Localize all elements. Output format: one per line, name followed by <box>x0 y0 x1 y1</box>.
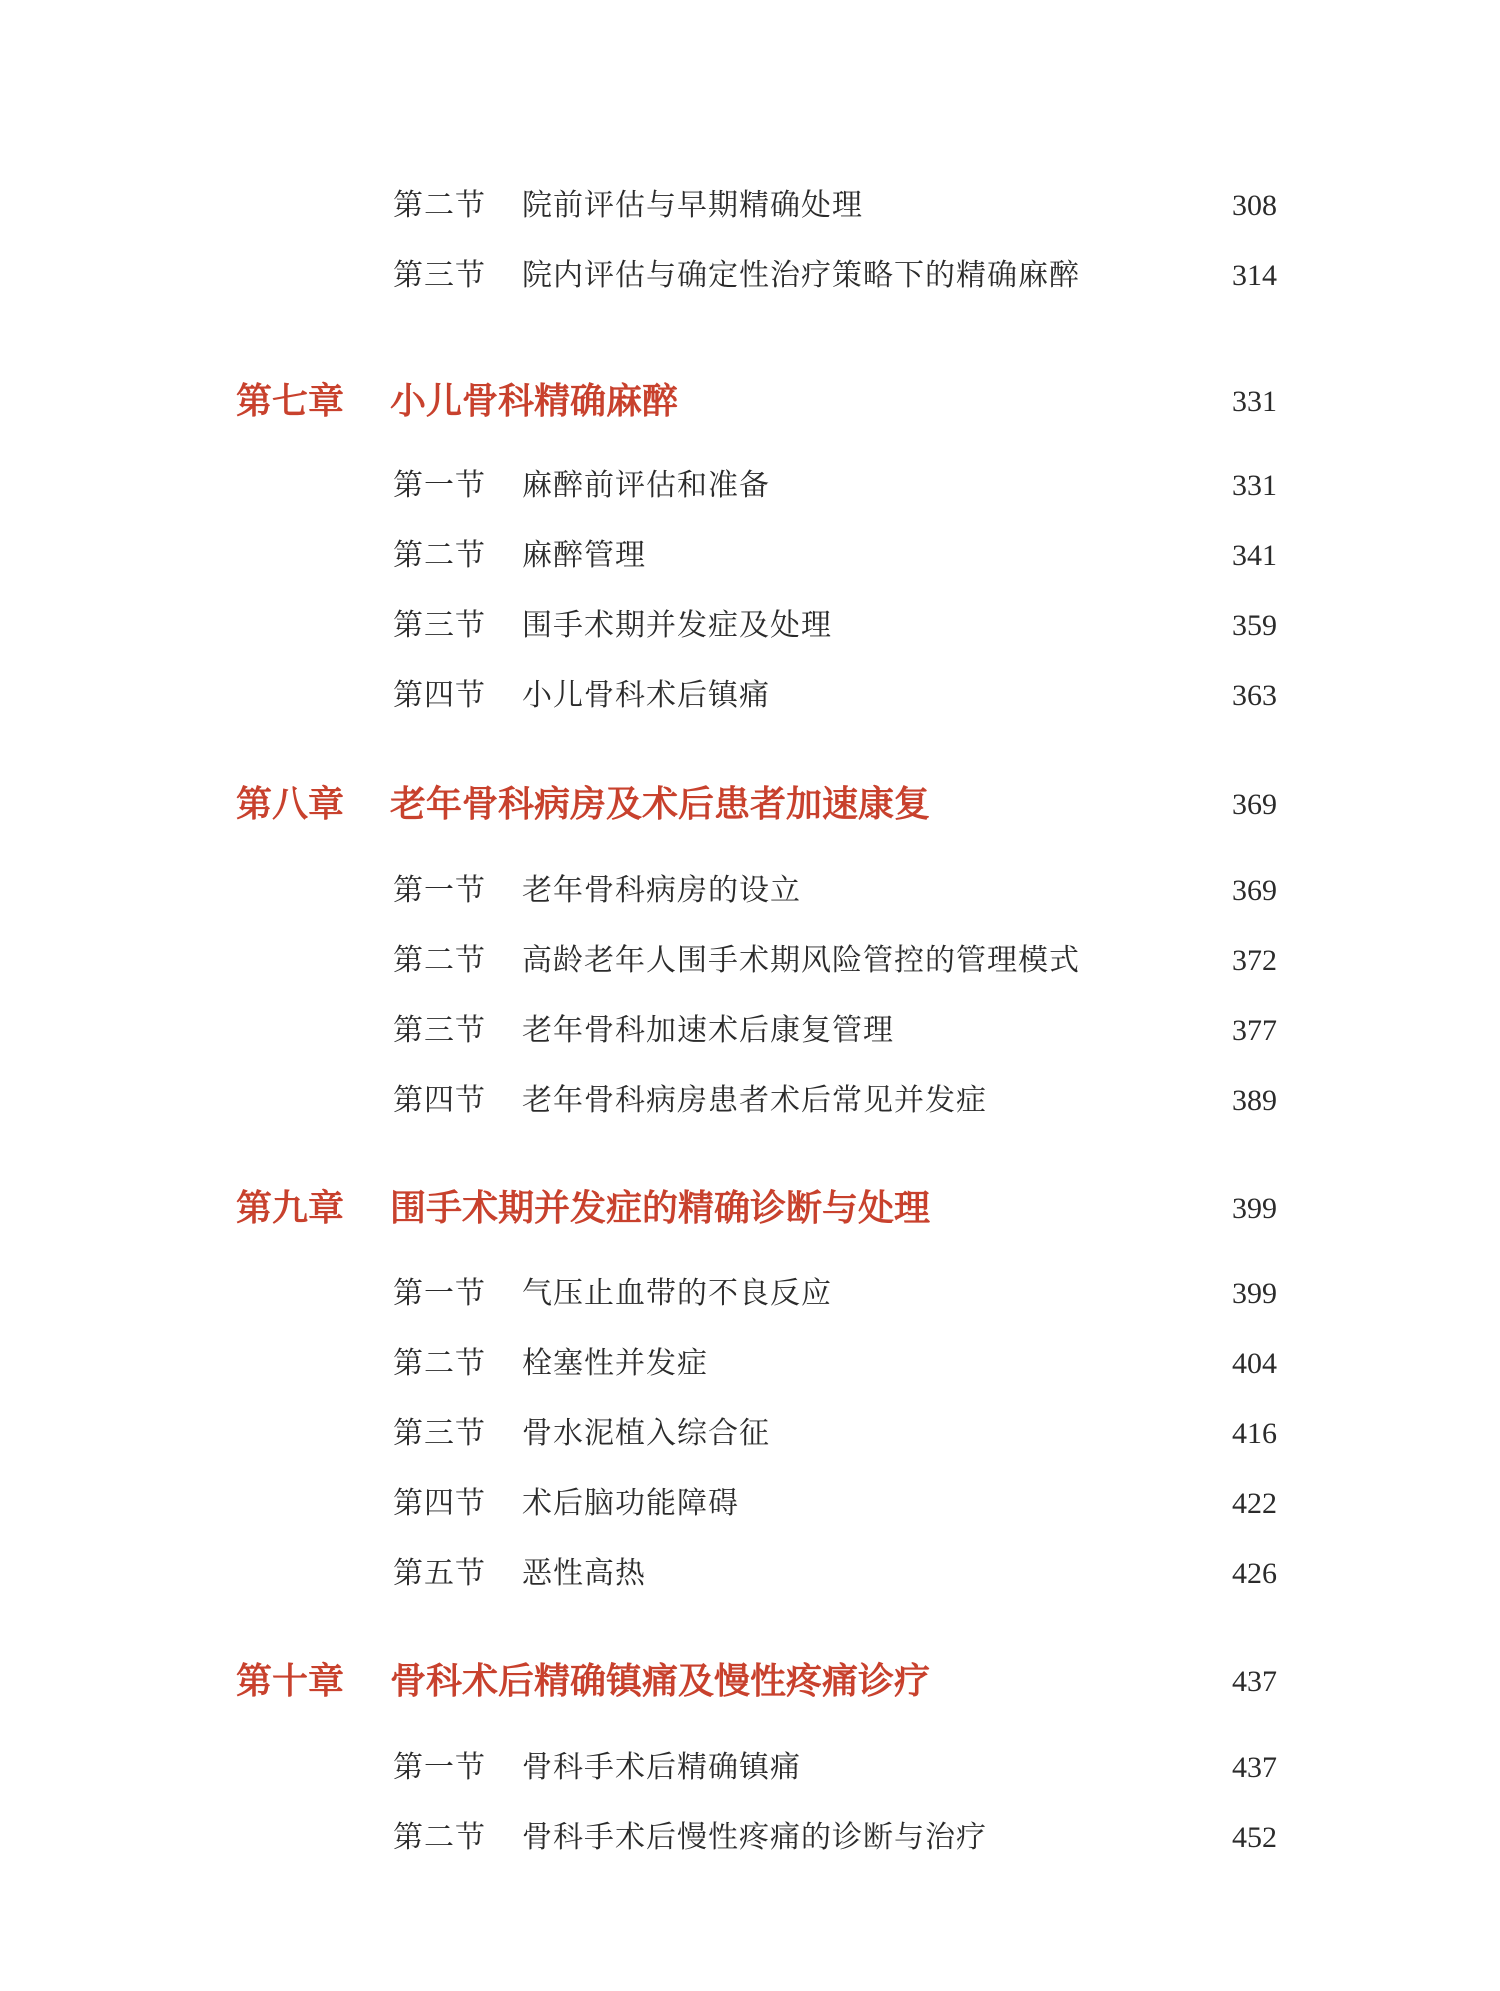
page-number: 389 <box>1232 1084 1277 1117</box>
page-number: 369 <box>1232 788 1277 821</box>
chapter-label: 第八章 <box>236 784 345 825</box>
toc-section-row[interactable] <box>0 1076 1500 1126</box>
page-number: 437 <box>1232 1751 1277 1784</box>
toc-section-row[interactable] <box>0 181 1500 231</box>
chapter-label: 第九章 <box>236 1188 345 1229</box>
chapter-title: 老年骨科病房及术后患者加速康复 <box>390 784 931 825</box>
page-number: 331 <box>1232 469 1277 502</box>
page-number: 377 <box>1232 1014 1277 1047</box>
section-label: 第五节 <box>393 1556 486 1591</box>
toc-section-row[interactable] <box>0 671 1500 721</box>
toc-section-row[interactable] <box>0 1813 1500 1863</box>
page-number: 359 <box>1232 609 1277 642</box>
chapter-title: 骨科术后精确镇痛及慢性疼痛诊疗 <box>390 1661 931 1702</box>
toc-section-row[interactable] <box>0 601 1500 651</box>
page-number: 399 <box>1232 1192 1277 1225</box>
toc-chapter-row-10[interactable] <box>0 1657 1500 1707</box>
toc-section-row[interactable] <box>0 1409 1500 1459</box>
section-title: 小儿骨科术后镇痛 <box>522 678 770 713</box>
section-title: 老年骨科加速术后康复管理 <box>522 1013 894 1048</box>
section-label: 第三节 <box>393 608 486 643</box>
page-number: 372 <box>1232 944 1277 977</box>
section-title: 麻醉前评估和准备 <box>522 468 770 503</box>
section-title: 高龄老年人围手术期风险管控的管理模式 <box>522 943 1080 978</box>
section-label: 第二节 <box>393 188 486 223</box>
toc-section-row[interactable] <box>0 1339 1500 1389</box>
section-title: 术后脑功能障碍 <box>522 1486 739 1521</box>
page-number: 331 <box>1232 385 1277 418</box>
section-title: 院前评估与早期精确处理 <box>522 188 863 223</box>
section-label: 第三节 <box>393 1013 486 1048</box>
toc-section-row[interactable] <box>0 1743 1500 1793</box>
section-label: 第一节 <box>393 468 486 503</box>
page-number: 437 <box>1232 1665 1277 1698</box>
toc-chapter-row-7[interactable] <box>0 377 1500 427</box>
page-number: 363 <box>1232 679 1277 712</box>
section-label: 第三节 <box>393 1416 486 1451</box>
page-number: 314 <box>1232 259 1277 292</box>
chapter-label: 第十章 <box>236 1661 345 1702</box>
section-label: 第四节 <box>393 1486 486 1521</box>
section-title: 麻醉管理 <box>522 538 646 573</box>
section-label: 第四节 <box>393 678 486 713</box>
section-title: 恶性高热 <box>522 1556 646 1591</box>
section-label: 第二节 <box>393 1346 486 1381</box>
chapter-title: 小儿骨科精确麻醉 <box>390 381 679 422</box>
toc-section-row[interactable] <box>0 1006 1500 1056</box>
page-number: 404 <box>1232 1347 1277 1380</box>
section-title: 骨科手术后精确镇痛 <box>522 1750 801 1785</box>
toc-section-row[interactable] <box>0 461 1500 511</box>
toc-section-row[interactable] <box>0 1479 1500 1529</box>
page-number: 369 <box>1232 874 1277 907</box>
page-number: 308 <box>1232 189 1277 222</box>
section-label: 第三节 <box>393 258 486 293</box>
toc-chapter-row-9[interactable] <box>0 1184 1500 1234</box>
section-label: 第二节 <box>393 538 486 573</box>
toc-section-row[interactable] <box>0 866 1500 916</box>
page-number: 399 <box>1232 1277 1277 1310</box>
section-title: 骨科手术后慢性疼痛的诊断与治疗 <box>522 1820 987 1855</box>
toc-section-row[interactable] <box>0 531 1500 581</box>
page-number: 426 <box>1232 1557 1277 1590</box>
page-number: 422 <box>1232 1487 1277 1520</box>
toc-section-row[interactable] <box>0 251 1500 301</box>
toc-chapter-row-8[interactable] <box>0 780 1500 830</box>
chapter-label: 第七章 <box>236 381 345 422</box>
toc-section-row[interactable] <box>0 1269 1500 1319</box>
page-number: 452 <box>1232 1821 1277 1854</box>
section-label: 第二节 <box>393 943 486 978</box>
section-title: 老年骨科病房患者术后常见并发症 <box>522 1083 987 1118</box>
toc-section-row[interactable] <box>0 936 1500 986</box>
section-label: 第二节 <box>393 1820 486 1855</box>
section-title: 栓塞性并发症 <box>522 1346 708 1381</box>
section-label: 第四节 <box>393 1083 486 1118</box>
section-title: 围手术期并发症及处理 <box>522 608 832 643</box>
section-label: 第一节 <box>393 1750 486 1785</box>
section-title: 老年骨科病房的设立 <box>522 873 801 908</box>
section-title: 气压止血带的不良反应 <box>522 1276 832 1311</box>
chapter-title: 围手术期并发症的精确诊断与处理 <box>390 1188 931 1229</box>
toc-section-row[interactable] <box>0 1549 1500 1599</box>
section-title: 院内评估与确定性治疗策略下的精确麻醉 <box>522 258 1080 293</box>
section-label: 第一节 <box>393 1276 486 1311</box>
section-title: 骨水泥植入综合征 <box>522 1416 770 1451</box>
section-label: 第一节 <box>393 873 486 908</box>
page-number: 416 <box>1232 1417 1277 1450</box>
page-number: 341 <box>1232 539 1277 572</box>
